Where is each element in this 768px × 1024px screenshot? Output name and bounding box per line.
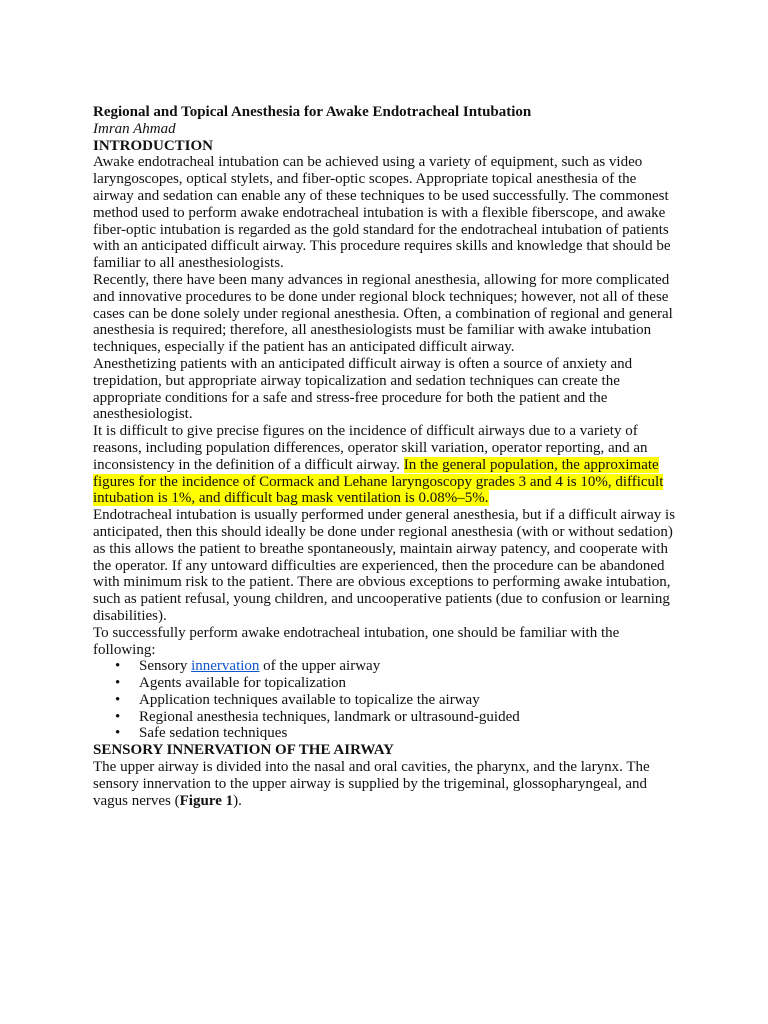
- introduction-heading: INTRODUCTION: [93, 137, 214, 154]
- list-item: • Regional anesthesia techniques, landmark or ultrasound-guided: [93, 709, 678, 726]
- document-author: Imran Ahmad: [93, 120, 176, 137]
- paragraph-sensory-text: The upper airway is divided into the nasal and oral cavities, the pharynx, and the larynx. The sensory innervation to the upper airway is supplied by the trigeminal, glossopharyngeal, and vagus nerves (: [93, 759, 650, 809]
- paragraph-intro-4-text: It is difficult to give precise figures on the incidence of difficult airways due to a variety of reasons, including population differences, operator skill variation, operator reporting, and an inconsistency in the definition of a difficult airway.: [93, 423, 648, 473]
- paragraph-sensory-1: [93, 759, 678, 809]
- paragraph-intro-3: Anesthetizing patients with an anticipated difficult airway is often a source of anxiety and trepidation, but appropriate airway topicalization and sedation techniques can create the appropriate conditions for a safe and stress-free procedure for both the patient and the anesthesiologist.: [93, 355, 633, 423]
- list-item: • Safe sedation techniques: [93, 725, 678, 742]
- paragraph-intro-5: Endotracheal intubation is usually performed under general anesthesia, but if a difficult airway is anticipated, then this should ideally be done under regional anesthesia (with or without sedation) as this allows the patient to breathe spontaneously, maintain airway patency, and cooperate with the operator. If any untoward difficulties are experienced, then the procedure can be abandoned with minimum risk to the patient. There are obvious exceptions to performing awake intubation, such as patient refusal, young children, and uncooperative patients (due to confusion or learning disabilities).: [93, 507, 676, 624]
- highlighted-incidence-text: In the general population, the approximate figures for the incidence of Cormack and Lehane laryngoscopy grades 3 and 4 is 10%, difficult intubation is 1%, and difficult bag mask ventilation is 0.08%–5%.: [93, 456, 664, 507]
- paragraph-sensory-end: ).: [233, 792, 242, 809]
- list-item: [93, 658, 678, 675]
- document-body: [93, 104, 678, 809]
- list-item: • Application techniques available to topicalize the airway: [93, 692, 678, 709]
- paragraph-intro-1: Awake endotracheal intubation can be achieved using a variety of equipment, such as video laryngoscopes, optical stylets, and fiber-optic scopes. Appropriate topical anesthesia of the airway and sedation can enable any of these techniques to be used successfully. The commonest method used to perform awake endotracheal intubation is with a flexible fiberscope, and awake fiber-optic intubation is regarded as the gold standard for the endotracheal intubation of patients with an anticipated difficult airway. This procedure requires skills and knowledge that should be familiar to all anesthesiologists.: [93, 154, 671, 272]
- paragraph-intro-2: Recently, there have been many advances in regional anesthesia, allowing for more complicated and innovative procedures to be done under regional block techniques; however, not all of these cases can be done solely under regional anesthesia. Often, a combination of regional and general anesthesia is required; therefore, all anesthesiologists must be familiar with awake intubation techniques, especially if the patient has an anticipated difficult airway.: [93, 271, 673, 356]
- list-item: • Agents available for topicalization: [93, 675, 678, 692]
- paragraph-intro-4: [93, 423, 678, 507]
- figure-reference: Figure 1: [179, 792, 234, 809]
- document-title: Regional and Topical Anesthesia for Awake Endotracheal Intubation: [93, 104, 532, 120]
- paragraph-intro-6: To successfully perform awake endotracheal intubation, one should be familiar with the following:: [93, 624, 620, 658]
- sensory-innervation-heading: SENSORY INNERVATION OF THE AIRWAY: [93, 742, 394, 759]
- list-item-text: Sensory: [139, 658, 192, 675]
- innervation-link[interactable]: innervation: [191, 658, 260, 675]
- familiarity-list: [93, 658, 678, 742]
- list-item-text: of the upper airway: [259, 658, 381, 675]
